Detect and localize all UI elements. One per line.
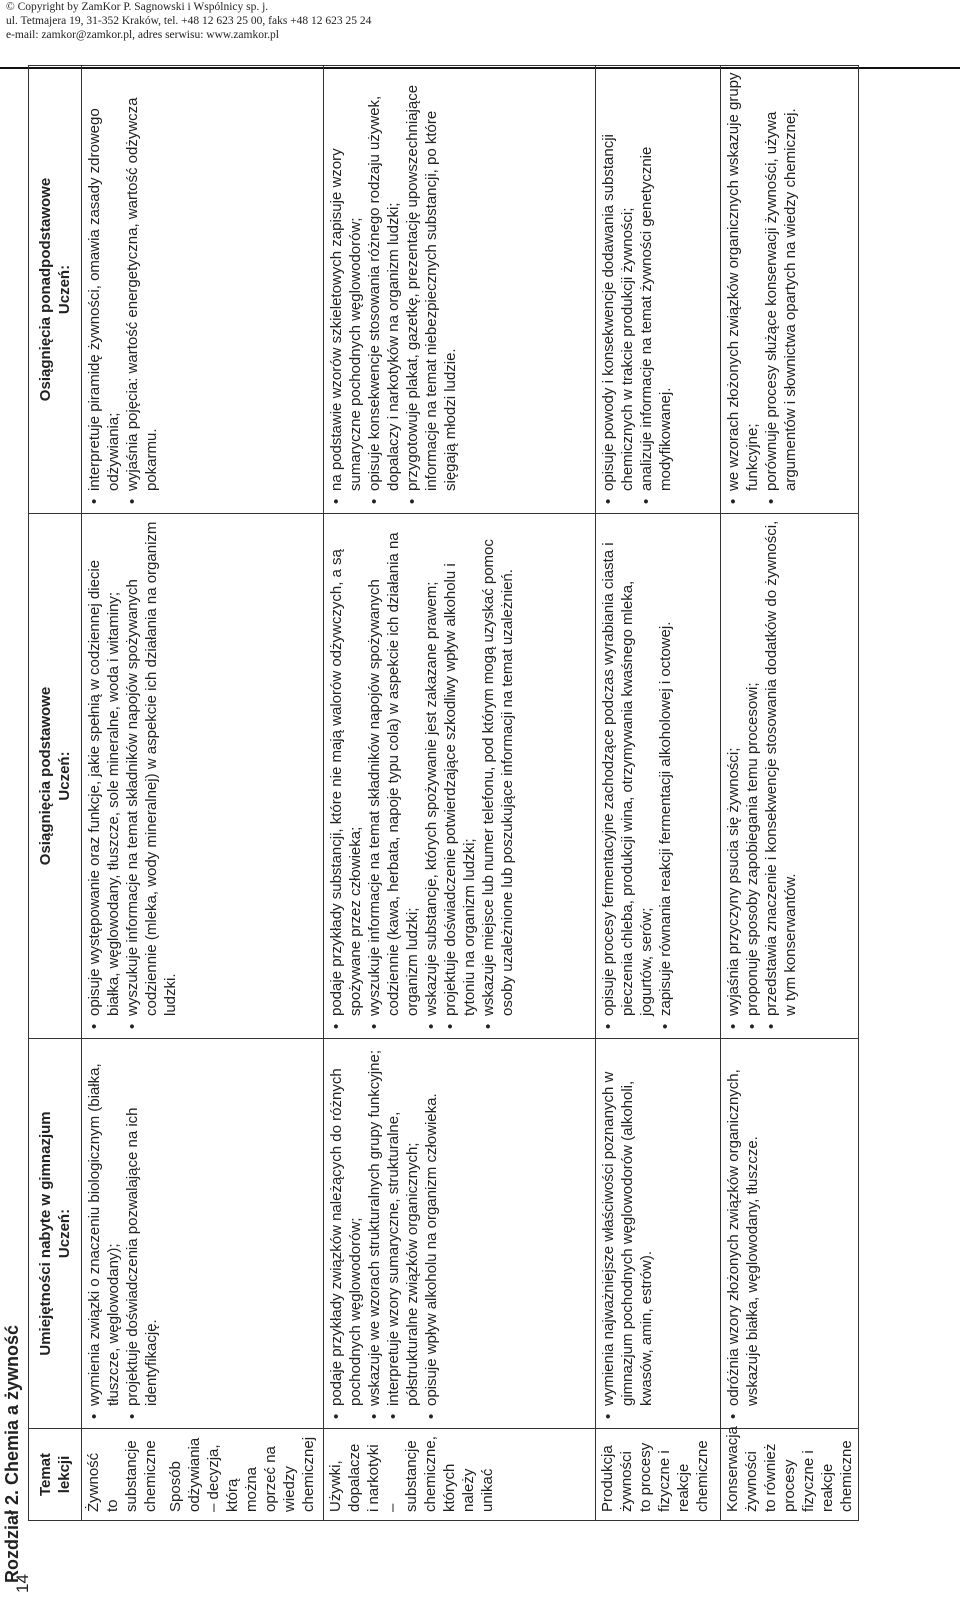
list-item: • wyszukuje informacje na temat składników napojów spożywanych codziennie (kawa, herbata, napoje typu cola) w aspekcie ich działania na organizm ludzki; <box>365 520 422 1016</box>
gimnazjum-cell <box>596 1039 721 1429</box>
table-row <box>721 66 859 1521</box>
table-row <box>596 66 721 1521</box>
list-item: • wyjaśnia przyczyny psucia się żywności; <box>724 520 743 1016</box>
list-item: • interpretuje wzory sumaryczne, strukturalne, półstrukturalne związków organicznych; <box>384 1045 422 1406</box>
header-podstawowe-label: Osiągnięcia podstawowe <box>37 686 54 866</box>
header-podstawowe-sub: Uczeń: <box>56 751 73 801</box>
list-item: • opisuje występowanie oraz funkcje, jakie spełnią w codziennej diecie białka, węglowodany, tłuszcze, sole mineralne, woda i witaminy; <box>85 520 123 1016</box>
header-ponadpodstawowe <box>29 66 82 514</box>
podstawowe-cell <box>82 514 324 1039</box>
table-header-row <box>29 66 82 1521</box>
header-ponadpodstawowe-sub: Uczeń: <box>56 264 73 315</box>
topic-text: Używki, dopalacze i narkotyki – substancje chemiczne, których należy unikać <box>327 1436 496 1512</box>
ponadpodstawowe-cell <box>721 66 859 514</box>
list-item: • odróżnia wzory złożonych związków organicznych, wskazuje białka, węglowodany, tłuszcze. <box>724 1045 762 1406</box>
list-item: • porównuje procesy służące konserwacji żywności, używa argumentów i słownictwa opartych na wiedzy chemicznej. <box>762 72 800 491</box>
header-podstawowe <box>29 514 82 1039</box>
header-gimnazjum-label: Umiejętności nabyte w gimnazjum <box>37 1111 54 1356</box>
header-topic-label: Temat lekcji <box>37 1452 73 1497</box>
list-item: • wyszukuje informacje na temat składników napojów spożywanych codziennie (mleka, wody mineralnej) w aspekcie ich działania na organizm ludzki. <box>123 520 180 1016</box>
topic-text: Żywność to substancje chemiczne <box>85 1440 159 1512</box>
ponadpodstawowe-cell <box>596 66 721 514</box>
page-number: 14 <box>13 1574 32 1593</box>
list-item: • analizuje informacje na temat żywności genetycznie modyfikowanej. <box>637 72 675 491</box>
table-row <box>324 66 596 1521</box>
topic-cell <box>324 1429 596 1521</box>
list-item: • wskazuje miejsce lub numer telefonu, pod którym mogą uzyskać pomoc osoby uzależnione lub poszukujące informacji na temat uzależnień. <box>479 520 517 1016</box>
header-topic <box>29 1429 82 1521</box>
copyright-line-2: ul. Tetmajera 19, 31-352 Kraków, tel. +48 12 623 25 00, faks +48 12 623 25 24 <box>6 15 372 27</box>
curriculum-table <box>28 65 859 1521</box>
chapter-title: Rozdział 2. Chemia a żywność <box>2 1324 22 1583</box>
gimnazjum-cell <box>82 1039 324 1429</box>
list-item: • podaje przykłady substancji, które nie mają walorów odżywczych, a są spożywane przez człowieka; <box>327 520 365 1016</box>
list-item: • opisuje konsekwencje stosowania różnego rodzaju używek, dopalaczy i narkotyków na organizm ludzki; <box>365 72 403 491</box>
header-gimnazjum-sub: Uczeń: <box>56 1208 73 1259</box>
list-item: • wymienia najważniejsze właściwości poznanych w gimnazjum pochodnych węglowodorów (alkoholi, kwasów, amin, estrów). <box>599 1045 656 1406</box>
header-ponadpodstawowe-label: Osiągnięcia ponadpodstawowe <box>37 177 54 402</box>
list-item: • wyjaśnia pojęcia: wartość energetyczna, wartość odżywcza pokarmu. <box>123 72 161 491</box>
ponadpodstawowe-cell <box>324 66 596 514</box>
table-row <box>82 66 324 1521</box>
gimnazjum-cell <box>324 1039 596 1429</box>
topic-text: Konserwacja żywności to również procesy fizyczne i reakcje chemiczne <box>724 1426 855 1512</box>
list-item: • wskazuje we wzorach strukturalnych grupy funkcyjne; <box>365 1045 384 1406</box>
list-item: • na podstawie wzorów szkieletowych zapisuje wzory sumaryczne pochodnych węglowodorów; <box>327 72 365 491</box>
ponadpodstawowe-cell <box>82 66 324 514</box>
list-item: • proponuje sposoby zapobiegania temu procesowi; <box>743 520 762 1016</box>
topic-text: Sposób odżywiania – decyzja, którą można oprzeć na wiedzy chemicznej <box>167 1436 317 1512</box>
list-item: • we wzorach złożonych związków organicznych wskazuje grupy funkcyjne; <box>724 72 762 491</box>
copyright-line-1: © Copyright by ZamKor P. Sagnowski i Wspólnicy sp. j. <box>6 1 269 13</box>
list-item: • wskazuje substancje, których spożywanie jest zakazane prawem; <box>422 520 441 1016</box>
list-item: • opisuje powody i konsekwencje dodawania substancji chemicznych w trakcie produkcji żywności; <box>599 72 637 491</box>
podstawowe-cell <box>721 514 859 1039</box>
podstawowe-cell <box>324 514 596 1039</box>
topic-cell <box>721 1426 859 1521</box>
list-item: • projektuje doświadczenia pozwalające na ich identyfikację. <box>123 1045 161 1406</box>
list-item: • wymienia związki o znaczeniu biologicznym (białka, tłuszcze, węglowodany); <box>85 1045 123 1406</box>
rotated-page-content <box>0 58 960 1593</box>
list-item: • zapisuje równania reakcji fermentacji alkoholowej i octowej. <box>656 520 675 1016</box>
list-item: • opisuje procesy fermentacyjne zachodzące podczas wyrabiania ciasta i pieczenia chleba, produkcji wina, otrzymywania kwaśnego mleka, jogurtów, serów; <box>599 520 656 1016</box>
list-item: • interpretuje piramidę żywności, omawia zasady zdrowego odżywiania; <box>85 72 123 491</box>
list-item: • opisuje wpływ alkoholu na organizm człowieka. <box>422 1045 441 1406</box>
copyright-line-3: e-mail: zamkor@zamkor.pl, adres serwisu: www.zamkor.pl <box>6 29 279 41</box>
list-item: • przygotowuje plakat, gazetkę, prezentację upowszechniające informacje na temat niebezpiecznych substancji, po które sięgają młodzi ludzie. <box>403 72 460 491</box>
topic-text: Produkcja żywności to procesy fizyczne i reakcje chemiczne <box>599 1440 711 1512</box>
header-gimnazjum <box>29 1039 82 1429</box>
gimnazjum-cell <box>721 1039 859 1429</box>
topic-cell <box>596 1429 721 1521</box>
topic-cell <box>82 1429 324 1521</box>
podstawowe-cell <box>596 514 721 1039</box>
copyright-header <box>6 0 371 42</box>
list-item: • przedstawia znaczenie i konsekwencje stosowania dodatków do żywności, w tym konserwantów. <box>762 520 800 1016</box>
list-item: • podaje przykłady związków należących do różnych pochodnych węglowodorów; <box>327 1045 365 1406</box>
list-item: • projektuje doświadczenie potwierdzające szkodliwy wpływ alkoholu i tytoniu na organizm ludzki; <box>441 520 479 1016</box>
